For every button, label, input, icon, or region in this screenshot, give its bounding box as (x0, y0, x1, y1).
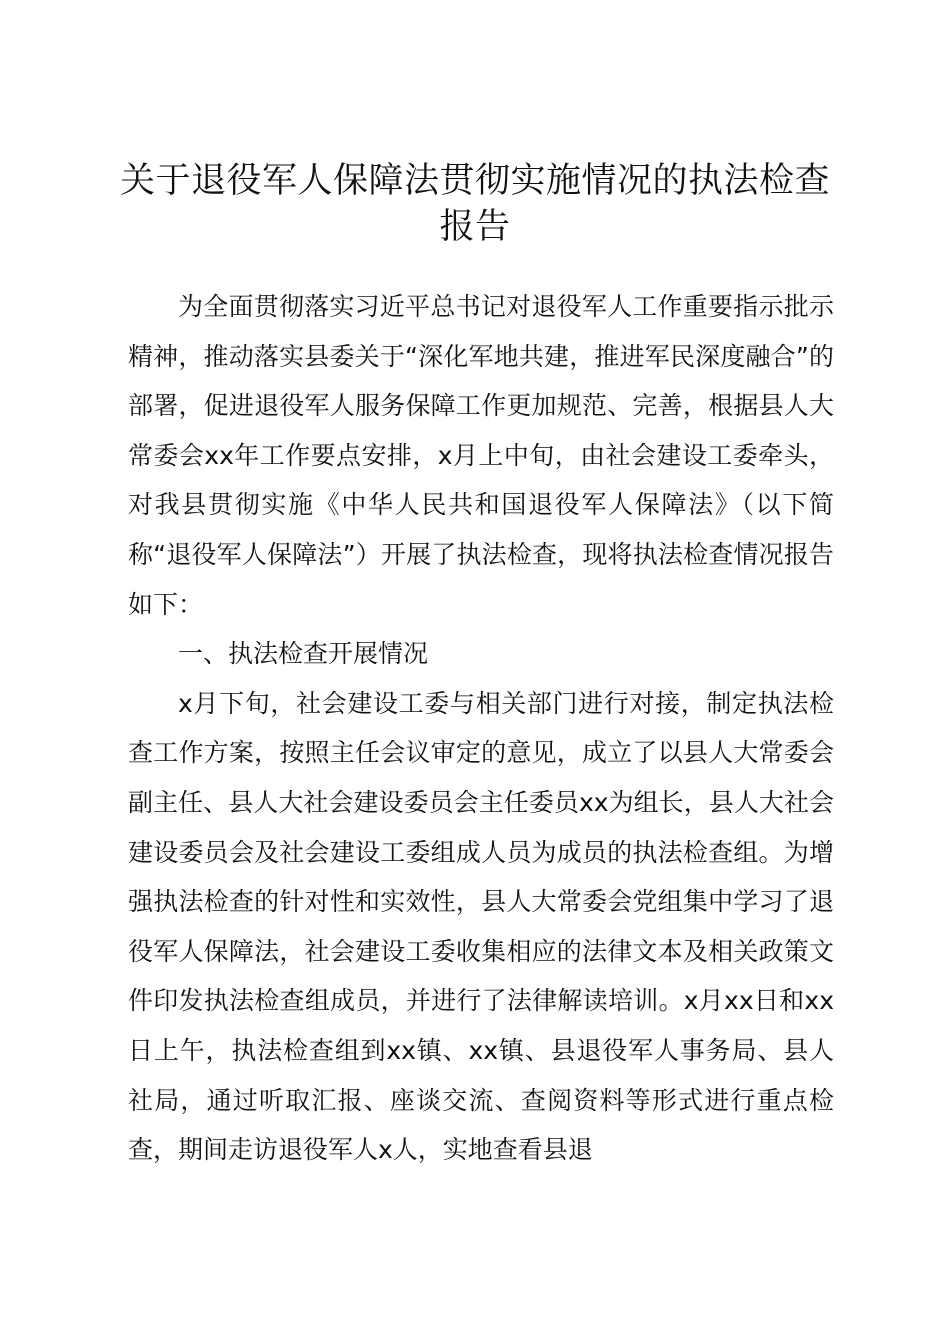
section-paragraph: x月下旬，社会建设工委与相关部门进行对接，制定执法检查工作方案，按照主任会议审定的意见，成立了以县人大常委会副主任、县人大社会建设委员会主任委员xx为组长，县人大社会建设委员会及社会建设工委组成人员为成员的执法检查组。为增强执法检查的针对性和实效性，县人大常委会党组集中学习了退役军人保障法，社会建设工委收集相应的法律文本及相关政策文件印发执法检查组成员，并进行了法律解读培训。x月xx日和xx日上午，执法检查组到xx镇、xx镇、县退役军人事务局、县人社局，通过听取汇报、座谈交流、查阅资料等形式进行重点检查，期间走访退役军人x人，实地查看县退 (128, 688, 834, 1165)
document-body (128, 282, 834, 1175)
intro-paragraph: 为全面贯彻落实习近平总书记对退役军人工作重要指示批示精神，推动落实县委关于“深化军地共建，推进军民深度融合”的部署，促进退役军人服务保障工作更加规范、完善，根据县人大常委会xx年工作要点安排，x月上中旬，由社会建设工委牵头，对我县贯彻实施《中华人民共和国退役军人保障法》（以下简称“退役军人保障法”）开展了执法检查，现将执法检查情况报告如下： (128, 292, 834, 619)
section-heading: 一、执法检查开展情况 (178, 639, 429, 669)
document-title: 关于退役军人保障法贯彻实施情况的执法检查报告 (120, 161, 831, 247)
